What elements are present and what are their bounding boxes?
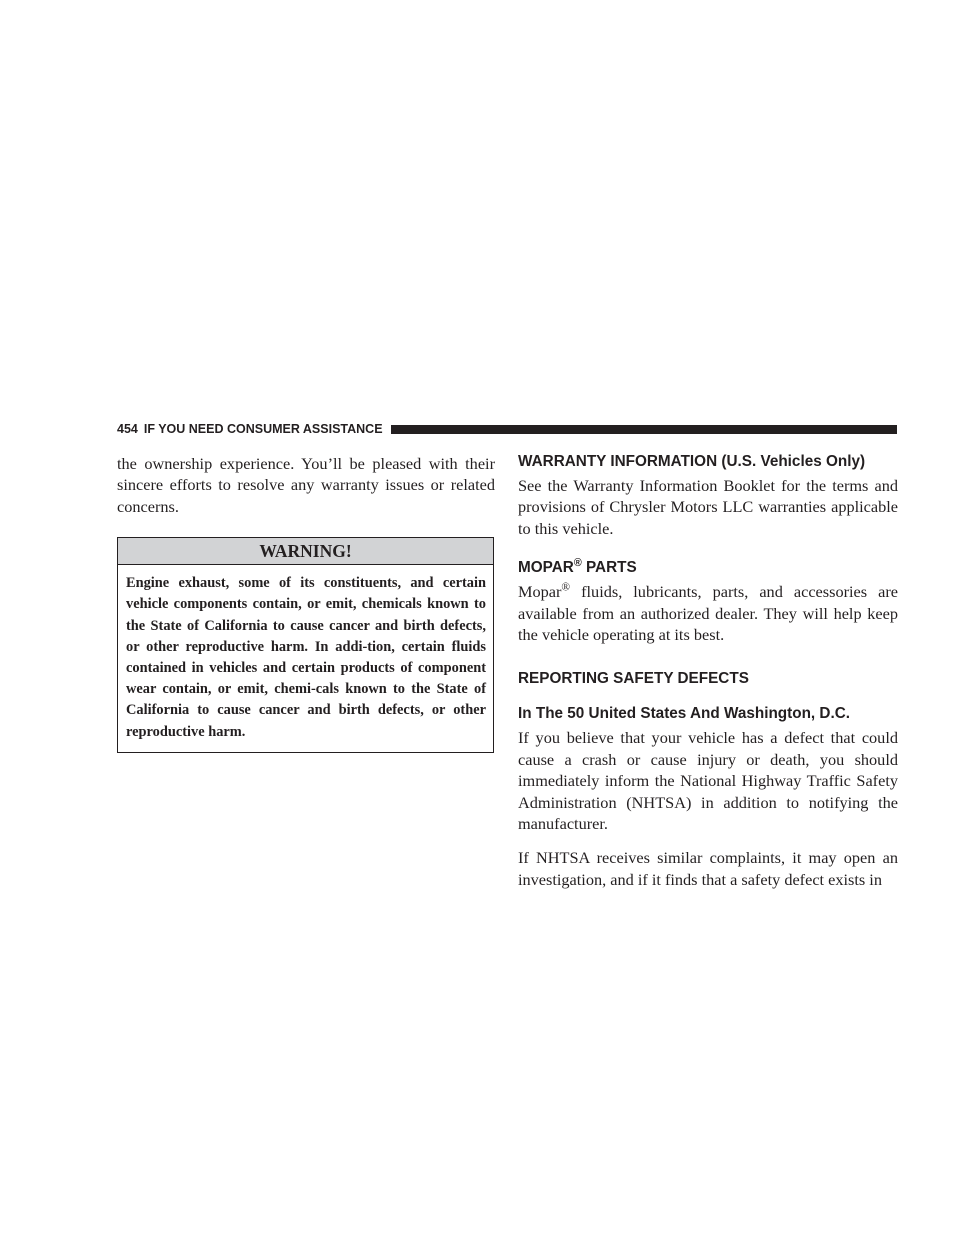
- header-rule: [391, 425, 897, 434]
- mopar-text: fluids, lubricants, parts, and accessories are available from an authorized dealer. They will help keep the vehicle operating at its best.: [518, 582, 898, 645]
- section-title: IF YOU NEED CONSUMER ASSISTANCE: [143, 422, 383, 436]
- mopar-heading: [518, 559, 898, 577]
- intro-paragraph: the ownership experience. You’ll be pleased with their sincere efforts to resolve any warranty issues or related concerns.: [117, 454, 495, 516]
- safety-paragraph-2: If NHTSA receives similar complaints, it may open an investigation, and if it finds that a safety defect exists in: [518, 848, 898, 889]
- safety-subheading: In The 50 United States And Washington, D.C.: [518, 705, 851, 723]
- mopar-heading-rest: PARTS: [581, 559, 637, 577]
- warranty-paragraph: See the Warranty Information Booklet for the terms and provisions of Chrysler Motors LLC warranties applicable to this vehicle.: [518, 476, 898, 538]
- mopar-heading-main: MOPAR: [518, 559, 574, 577]
- registered-mark: ®: [561, 581, 571, 594]
- warranty-heading: WARRANTY INFORMATION (U.S. Vehicles Only): [518, 453, 866, 470]
- warning-box: [117, 537, 494, 753]
- warning-body: Engine exhaust, some of its constituents, and certain vehicle components contain, or emit, chemicals known to the State of California to cause cancer and birth defects, or other reproductive harm. In addi-tion, certain fluids contained in vehicles and certain products of component wear contain, or emit, chemi-cals known to the State of California to cause cancer and birth defects, or other reproductive harm.: [126, 575, 486, 740]
- registered-mark: ®: [573, 557, 582, 570]
- page-header: [117, 422, 897, 436]
- left-column: [117, 453, 495, 753]
- mopar-paragraph: [518, 581, 898, 645]
- safety-heading: REPORTING SAFETY DEFECTS: [518, 670, 749, 688]
- page-number: 454: [117, 422, 138, 436]
- safety-paragraph-1: If you believe that your vehicle has a defect that could cause a crash or cause injury or death, you should immediately inform the National Highway Traffic Safety Administration (NHTSA) in addition to notifying the manufacturer.: [518, 728, 898, 834]
- right-column: [518, 453, 898, 890]
- mopar-brand: Mopar: [518, 582, 562, 602]
- warning-title: WARNING!: [118, 538, 493, 565]
